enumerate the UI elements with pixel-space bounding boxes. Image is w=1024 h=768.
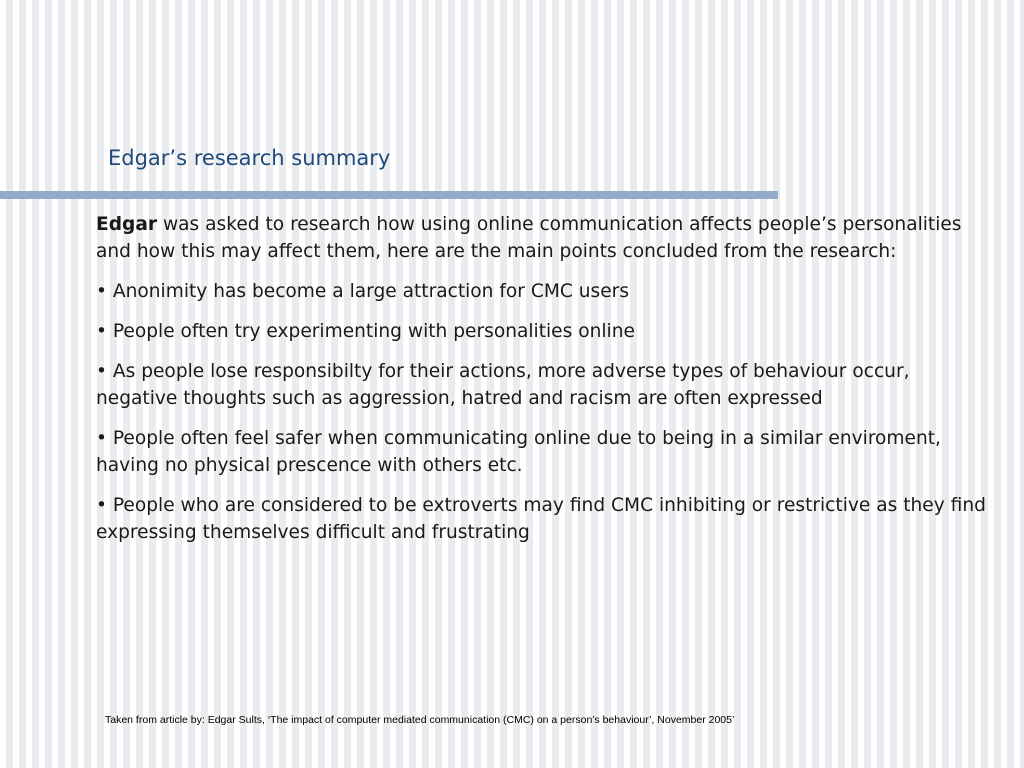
bullet-item: • People who are considered to be extroverts may find CMC inhibiting or restrictive as they find expressing themselves difficult and frustrating [96, 495, 986, 543]
bullet-item: • People often try experimenting with personalities online [96, 321, 635, 342]
bullet-item: • Anonimity has become a large attraction for CMC users [96, 281, 630, 302]
slide-title: Edgar’s research summary [108, 146, 391, 170]
bullet-item: • People often feel safer when communicating online due to being in a similar enviroment, having no physical prescence with others etc. [96, 428, 941, 476]
source-footnote: Taken from article by: Edgar Sults, ‘The impact of computer mediated communication (CMC) on a person’s behaviour’, November 2005’ [105, 714, 735, 726]
intro-bold-name: Edgar [96, 214, 158, 235]
intro-paragraph [96, 211, 996, 265]
title-divider [0, 191, 778, 199]
intro-text: was asked to research how using online communication affects people’s personalities and how this may affect them, here are the main points concluded from the research: [96, 214, 962, 262]
bullet-item: • As people lose responsibilty for their actions, more adverse types of behaviour occur, negative thoughts such as aggression, hatred and racism are often expressed [96, 361, 910, 409]
slide-body [96, 211, 996, 559]
